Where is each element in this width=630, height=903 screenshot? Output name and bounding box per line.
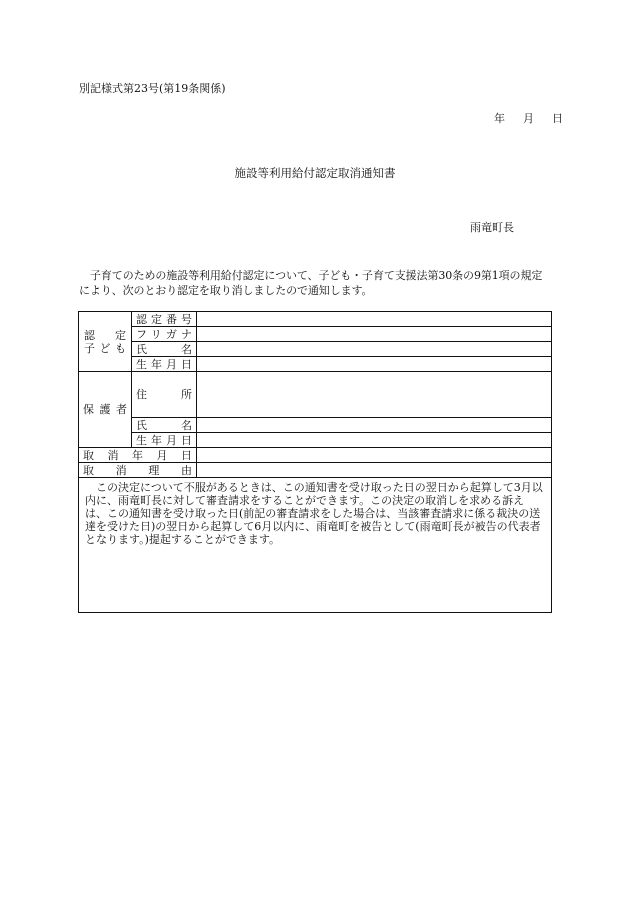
guardian-birthdate-value[interactable] — [197, 433, 552, 448]
appeal-notice: この決定について不服があるときは、この通知書を受け取った日の翌日から起算して3月以内に、雨竜町長に対して審査請求をすることができます。この決定の取消しを求める訴えは、この通知書を受け取った日(前記の審査請求をした場合は、当該審査請求に係る裁決の送達を受けた日)の翌日から起算して6月以内に、雨竜町を被告として(雨竜町長が被告の代表者となります。)提起することができます。 — [79, 478, 552, 613]
child-label-line1: 認定 — [84, 328, 126, 342]
furigana-value[interactable] — [197, 327, 552, 342]
guardian-birthdate-label: 生年月日 — [132, 433, 197, 448]
date-month: 月 — [523, 112, 534, 125]
address-value[interactable] — [197, 372, 552, 418]
guardian-name-label: 氏名 — [132, 418, 197, 433]
document-title: 施設等利用給付認定取消通知書 — [234, 166, 396, 180]
child-birthdate-value[interactable] — [197, 357, 552, 372]
date-line — [494, 110, 563, 126]
guardian-group-label: 保護者 — [79, 372, 132, 448]
cancel-reason-value[interactable] — [197, 463, 552, 478]
child-name-label: 氏名 — [132, 342, 197, 357]
cancel-reason-label: 取消理由 — [79, 463, 197, 478]
cancel-date-label: 取消年月日 — [79, 448, 197, 463]
issuer-name: 雨竜町長 — [470, 221, 514, 234]
child-group-label — [79, 312, 132, 372]
child-birthdate-label: 生年月日 — [132, 357, 197, 372]
furigana-label: フリガナ — [132, 327, 197, 342]
preamble-text: 子育てのための施設等利用給付認定について、子ども・子育て支援法第30条の9第1項の規定により、次のとおり認定を取り消しましたので通知します。 — [79, 269, 543, 297]
child-label-line2: 子ども — [84, 341, 126, 355]
cert-number-value[interactable] — [197, 312, 552, 327]
date-year: 年 — [494, 112, 505, 125]
form-table — [78, 311, 552, 613]
address-label: 住所 — [132, 372, 197, 418]
cert-number-label: 認定番号 — [132, 312, 197, 327]
guardian-name-value[interactable] — [197, 418, 552, 433]
cancel-date-value[interactable] — [197, 448, 552, 463]
child-name-value[interactable] — [197, 342, 552, 357]
form-number: 別記様式第23号(第19条関係) — [79, 82, 226, 95]
date-day: 日 — [552, 112, 563, 125]
